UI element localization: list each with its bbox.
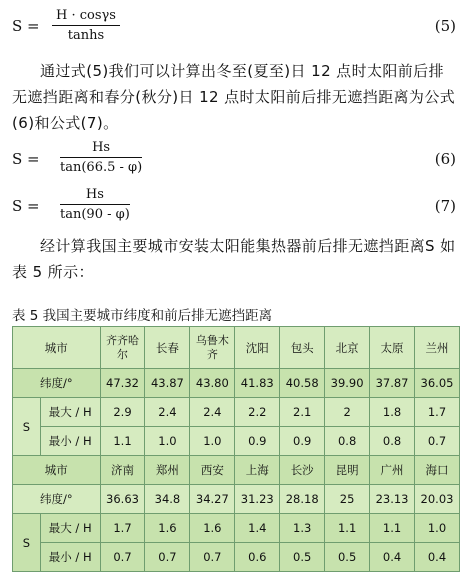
header-s: S [13,398,41,456]
min-cell: 0.4 [415,543,460,572]
lat-cell: 36.63 [100,485,145,514]
paragraph-2 [12,233,458,285]
min-cell: 1.1 [100,427,145,456]
city-cell: 昆明 [325,456,370,485]
table-row-min-1 [13,427,460,456]
equation-7-number: (7) [434,197,456,215]
lat-cell: 40.58 [280,369,325,398]
min-cell: 0.6 [235,543,280,572]
equation-5-number: (5) [434,17,456,35]
city-cell: 海口 [415,456,460,485]
equation-6 [12,150,40,168]
header-latitude: 纬度/° [13,485,101,514]
equation-7-fraction [60,187,130,222]
city-cell: 上海 [235,456,280,485]
lat-cell: 39.90 [325,369,370,398]
table-row-min-2 [13,543,460,572]
min-cell: 0.8 [325,427,370,456]
header-city: 城市 [13,456,101,485]
max-cell: 1.7 [415,398,460,427]
city-cell: 乌鲁木齐 [190,327,235,369]
min-cell: 0.8 [370,427,415,456]
equation-5-numerator: H · cosγs [52,8,120,26]
min-cell: 0.7 [145,543,190,572]
max-cell: 1.3 [280,514,325,543]
city-cell: 沈阳 [235,327,280,369]
table-row-city-2 [13,456,460,485]
max-cell: 1.4 [235,514,280,543]
header-max: 最大 / H [40,398,100,427]
header-latitude: 纬度/° [13,369,101,398]
header-min: 最小 / H [40,427,100,456]
equation-5-denominator: tanhs [67,28,105,43]
paragraph-1 [12,58,458,136]
max-cell: 1.8 [370,398,415,427]
city-cell: 兰州 [415,327,460,369]
max-cell: 2.4 [145,398,190,427]
lat-cell: 28.18 [280,485,325,514]
lat-cell: 31.23 [235,485,280,514]
lat-cell: 34.8 [145,485,190,514]
city-cell: 济南 [100,456,145,485]
city-cell: 太原 [370,327,415,369]
equation-7 [12,197,40,215]
paragraph-1-text: 通过式(5)我们可以计算出冬至(夏至)日 12 点时太阳前后排无遮挡距离和春分(秋分)日 12 点时太阳前后排无遮挡距离为公式(6)和公式(7)。 [12,62,456,132]
header-city: 城市 [13,327,101,369]
table-row-max-2 [13,514,460,543]
paragraph-2-text: 经计算我国主要城市安装太阳能集热器前后排无遮挡距离S 如表 5 所示： [12,237,456,281]
lat-cell: 41.83 [235,369,280,398]
max-cell: 1.1 [370,514,415,543]
max-cell: 1.6 [145,514,190,543]
min-cell: 0.4 [370,543,415,572]
lat-cell: 47.32 [100,369,145,398]
max-cell: 1.0 [415,514,460,543]
lat-cell: 37.87 [370,369,415,398]
equation-7-lhs: S = [12,197,40,215]
equation-6-numerator: Hs [60,140,142,158]
max-cell: 2.9 [100,398,145,427]
equation-5-fraction [52,8,120,43]
max-cell: 1.1 [325,514,370,543]
max-cell: 1.7 [100,514,145,543]
max-cell: 2.4 [190,398,235,427]
header-max: 最大 / H [40,514,100,543]
max-cell: 1.6 [190,514,235,543]
city-cell: 长春 [145,327,190,369]
equation-5-lhs: S = [12,17,40,35]
table-5 [12,326,460,572]
table-row-lat-2 [13,485,460,514]
min-cell: 1.0 [145,427,190,456]
equation-6-denominator: tan(66.5 - φ) [60,160,143,175]
lat-cell: 25 [325,485,370,514]
equation-6-fraction [60,140,142,175]
lat-cell: 43.80 [190,369,235,398]
city-cell: 长沙 [280,456,325,485]
equation-7-numerator: Hs [60,187,130,205]
equation-5 [12,17,40,35]
lat-cell: 23.13 [370,485,415,514]
city-cell: 广州 [370,456,415,485]
min-cell: 0.5 [280,543,325,572]
min-cell: 0.7 [415,427,460,456]
lat-cell: 20.03 [415,485,460,514]
header-s: S [13,514,41,572]
table-row-lat-1 [13,369,460,398]
min-cell: 0.5 [325,543,370,572]
city-cell: 包头 [280,327,325,369]
min-cell: 0.7 [190,543,235,572]
city-cell: 郑州 [145,456,190,485]
min-cell: 1.0 [190,427,235,456]
city-cell: 西安 [190,456,235,485]
min-cell: 0.9 [280,427,325,456]
min-cell: 0.9 [235,427,280,456]
city-cell: 齐齐哈尔 [100,327,145,369]
table-row-max-1 [13,398,460,427]
lat-cell: 36.05 [415,369,460,398]
equation-6-number: (6) [434,150,456,168]
max-cell: 2 [325,398,370,427]
equation-6-lhs: S = [12,150,40,168]
min-cell: 0.7 [100,543,145,572]
max-cell: 2.1 [280,398,325,427]
equation-7-denominator: tan(90 - φ) [60,207,130,222]
table-caption: 表 5 我国主要城市纬度和前后排无遮挡距离 [12,308,273,324]
max-cell: 2.2 [235,398,280,427]
lat-cell: 34.27 [190,485,235,514]
table-row-city-1 [13,327,460,369]
lat-cell: 43.87 [145,369,190,398]
city-cell: 北京 [325,327,370,369]
header-min: 最小 / H [40,543,100,572]
